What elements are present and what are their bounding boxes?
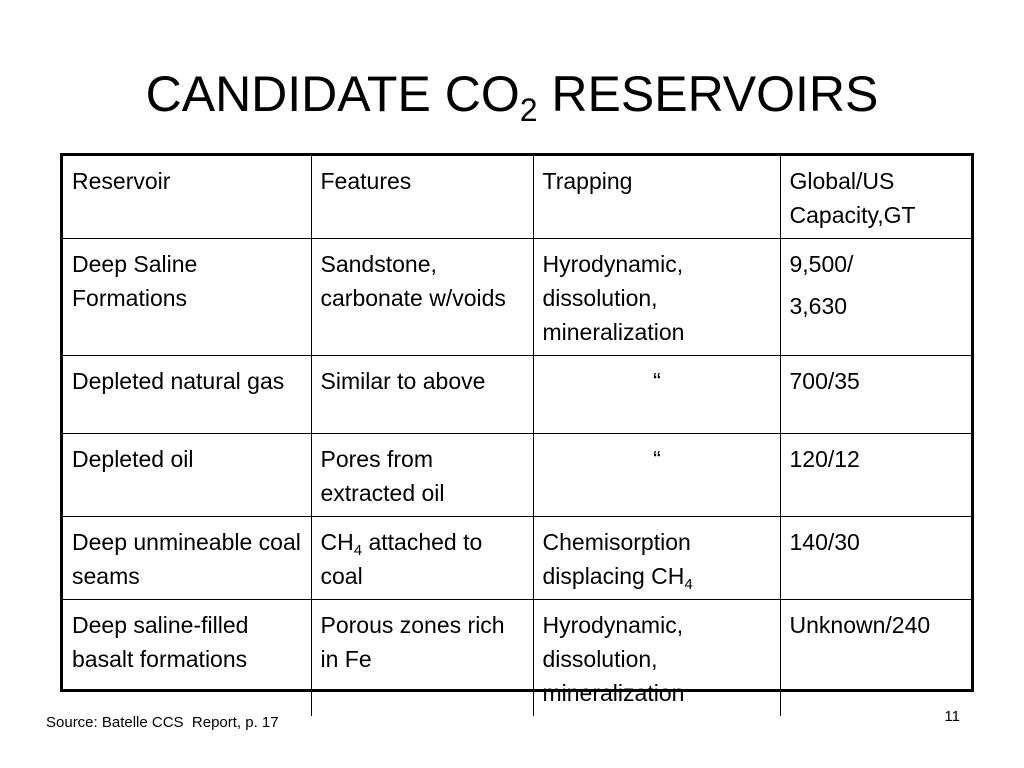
- header-trapping: Trapping: [533, 156, 780, 239]
- features-ch: CH: [320, 529, 354, 555]
- cell-trapping: Hyrodynamic, dissolution, mineralization: [533, 600, 780, 717]
- features-rest: attached to coal: [320, 529, 483, 589]
- cell-trapping: [533, 517, 780, 600]
- cell-trapping-ditto: “: [533, 356, 780, 434]
- table-row: [63, 356, 971, 434]
- cell-reservoir: Deep saline-filled basalt formations: [63, 600, 311, 717]
- trapping-text: Chemisorption displacing CH: [542, 529, 691, 589]
- title-main: CANDIDATE CO: [145, 66, 520, 122]
- cell-features: Sandstone, carbonate w/voids: [311, 239, 533, 356]
- header-capacity-line1: Global/US: [789, 168, 895, 194]
- cell-features: Porous zones rich in Fe: [311, 600, 533, 717]
- features-subscript: 4: [353, 542, 363, 559]
- reservoir-table: [63, 156, 971, 716]
- cell-capacity: 700/35: [780, 356, 971, 434]
- title-subscript: 2: [519, 92, 538, 128]
- table-row: [63, 239, 971, 356]
- cell-features: Pores from extracted oil: [311, 434, 533, 517]
- cell-capacity: 140/30: [780, 517, 971, 600]
- cell-trapping-ditto: “: [533, 434, 780, 517]
- cell-features: Similar to above: [311, 356, 533, 434]
- page-number: 11: [944, 708, 960, 725]
- cell-capacity: [780, 239, 971, 356]
- header-capacity-line2: Capacity,GT: [789, 202, 916, 228]
- table-header-row: [63, 156, 971, 239]
- cell-trapping: Hyrodynamic, dissolution, mineralization: [533, 239, 780, 356]
- header-reservoir: Reservoir: [63, 156, 311, 239]
- cell-reservoir: Depleted oil: [63, 434, 311, 517]
- cell-reservoir: Depleted natural gas: [63, 356, 311, 434]
- trapping-subscript: 4: [684, 576, 693, 593]
- title-tail: RESERVOIRS: [537, 66, 879, 122]
- header-capacity: [780, 156, 971, 239]
- cell-capacity: 120/12: [780, 434, 971, 517]
- cell-reservoir: Deep unmineable coal seams: [63, 517, 311, 600]
- cell-capacity-line2: 3,630: [789, 293, 848, 319]
- cell-features: [311, 517, 533, 600]
- cell-capacity: Unknown/240: [780, 600, 971, 717]
- cell-reservoir: Deep Saline Formations: [63, 239, 311, 356]
- table-row: [63, 600, 971, 717]
- slide-title: [0, 58, 1024, 130]
- table-row: [63, 434, 971, 517]
- source-citation: Source: Batelle CCS Report, p. 17: [46, 714, 279, 731]
- reservoir-table-frame: [60, 153, 974, 706]
- table-row: [63, 517, 971, 600]
- cell-capacity-line1: 9,500/: [789, 251, 854, 277]
- header-features: Features: [311, 156, 533, 239]
